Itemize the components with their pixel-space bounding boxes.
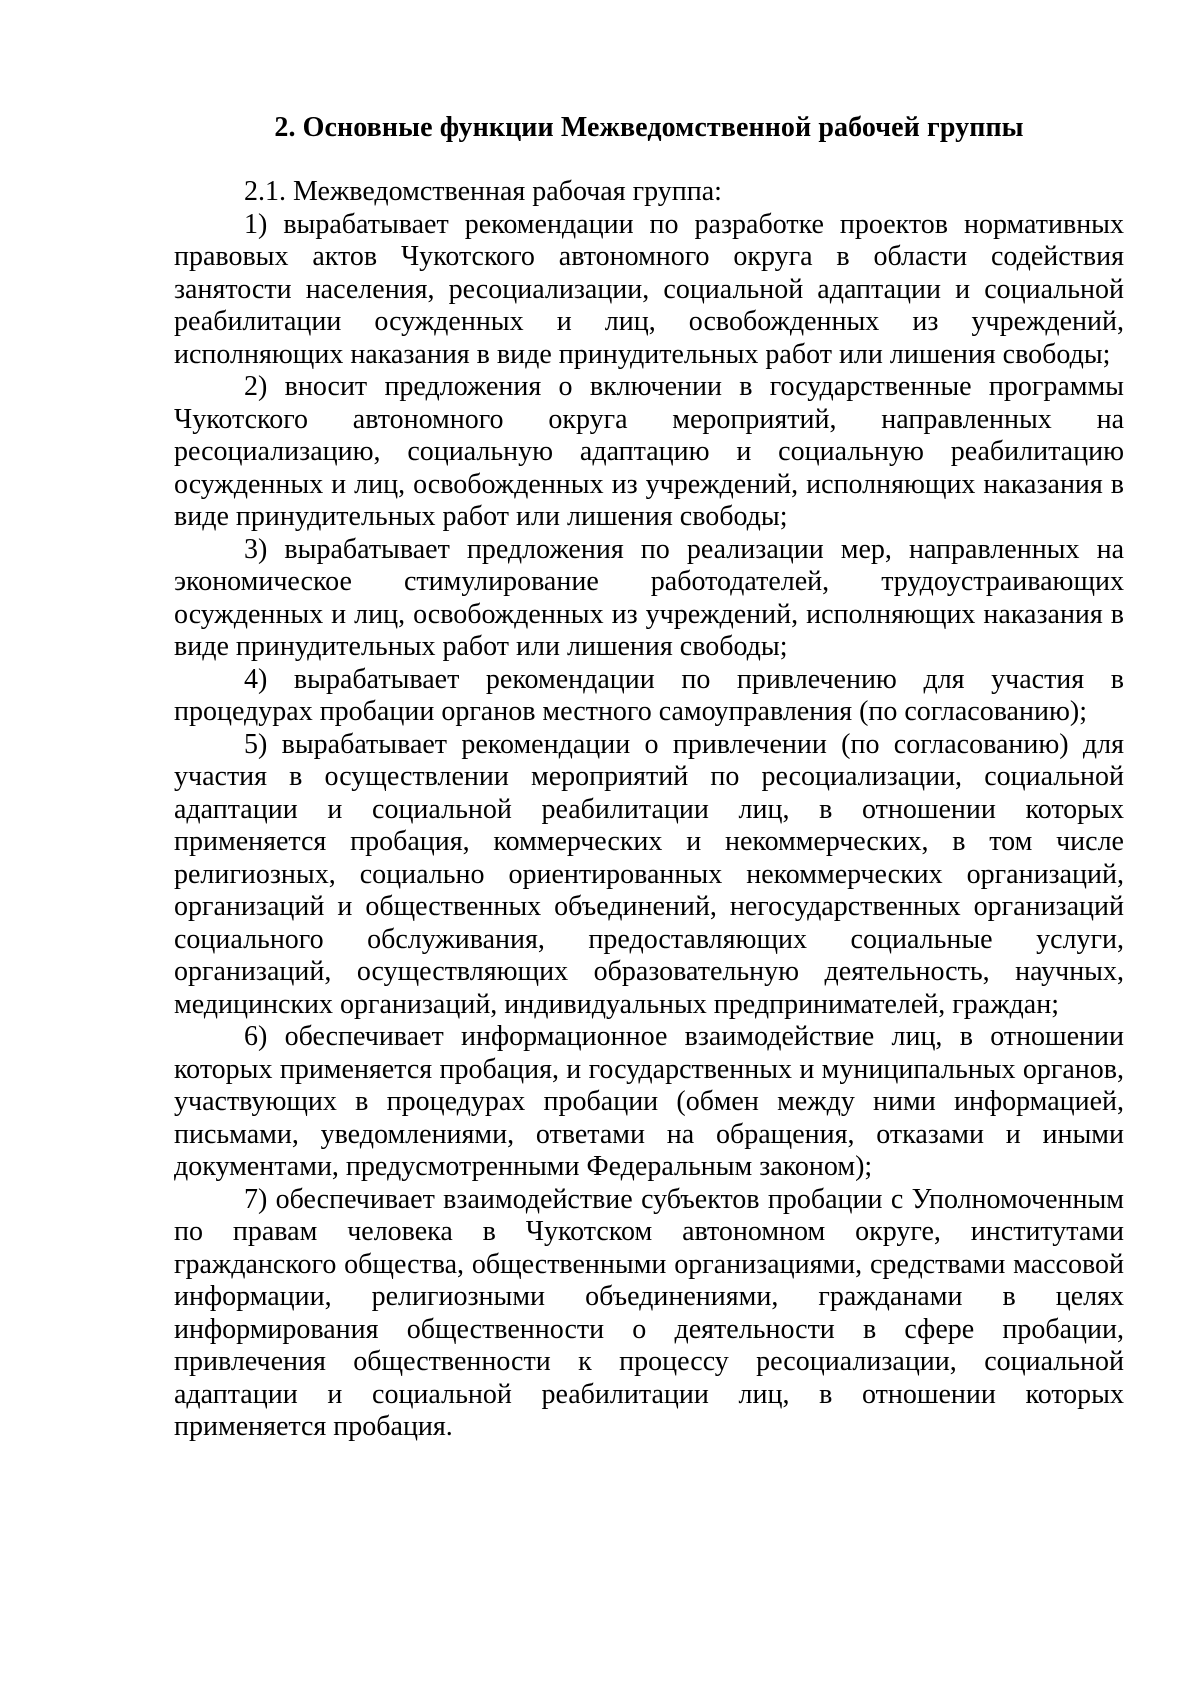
document-body (174, 108, 1124, 1444)
clause-item-7: 7) обеспечивает взаимодействие субъектов пробации с Уполномоченным по правам человека в Чукотском автономном округе, институтами гражданского общества, общественными организациями, средствами массовой информации, религиозными объединениями, гражданами в целях информирования общественности о деятельности в сфере пробации, привлечения общественности к процессу ресоциализации, социальной адаптации и социальной реабилитации лиц, в отношении которых применяется пробация. (174, 1183, 1124, 1442)
clause-item-1: 1) вырабатывает рекомендации по разработке проектов нормативных правовых актов Чукотского автономного округа в области содействия занятости населения, ресоциализации, социальной адаптации и социальной реабилитации осужденных и лиц, освобожденных из учреждений, исполняющих наказания в виде принудительных работ или лишения свободы; (174, 208, 1124, 370)
clause-item-2: 2) вносит предложения о включении в государственные программы Чукотского автономного округа мероприятий, направленных на ресоциализацию, социальную адаптацию и социальную реабилитацию осужденных и лиц, освобожденных из учреждений, исполняющих наказания в виде принудительных работ или лишения свободы; (174, 371, 1124, 532)
clause-item-6: 6) обеспечивает информационное взаимодействие лиц, в отношении которых применяется пробация, и государственных и муниципальных органов, участвующих в процедурах пробации (обмен между ними информацией, письмами, уведомлениями, ответами на обращения, отказами и иными документами, предусмотренными Федеральным законом); (174, 1021, 1124, 1182)
clause-intro: 2.1. Межведомственная рабочая группа: (244, 176, 722, 207)
clause-item-3: 3) вырабатывает предложения по реализации мер, направленных на экономическое стимулирование работодателей, трудоустраивающих осужденных и лиц, освобожденных из учреждений, исполняющих наказания в виде принудительных работ или лишения свободы; (174, 533, 1124, 662)
clause-item-4: 4) вырабатывает рекомендации по привлечению для участия в процедурах пробации органов местного самоуправления (по согласованию); (174, 663, 1124, 727)
section-heading: 2. Основные функции Межведомственной рабочей группы (274, 112, 1024, 143)
clause-item-5: 5) вырабатывает рекомендации о привлечении (по согласованию) для участия в осуществлении мероприятий по ресоциализации, социальной адаптации и социальной реабилитации лиц, в отношении которых применяется пробация, коммерческих и некоммерческих, в том числе религиозных, социально ориентированных некоммерческих организаций, организаций и общественных объединений, негосударственных организаций социального обслуживания, предоставляющих социальные услуги, организаций, осуществляющих образовательную деятельность, научных, медицинских организаций, индивидуальных предпринимателей, граждан; (174, 728, 1124, 1020)
